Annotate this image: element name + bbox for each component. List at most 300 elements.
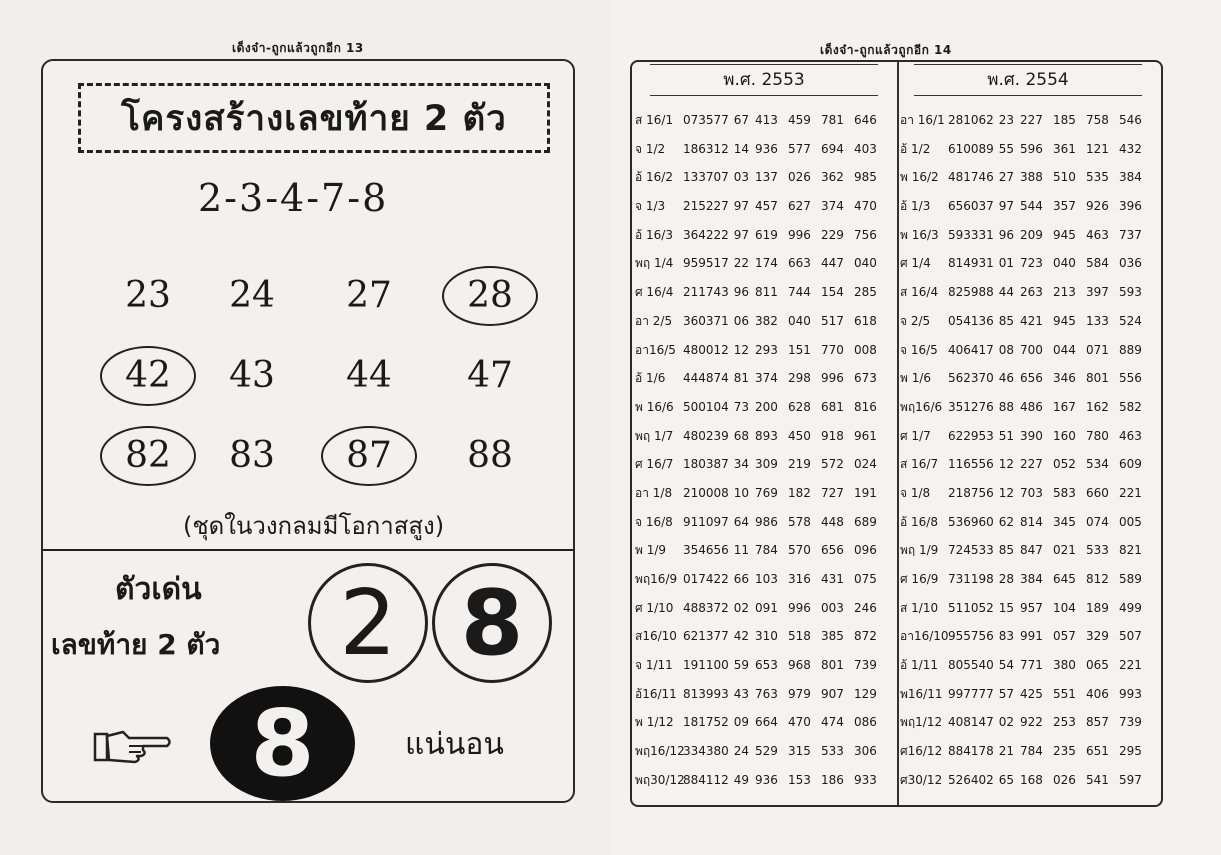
draw-number: 361 xyxy=(1053,141,1076,156)
draw-number: 017422 xyxy=(683,572,729,586)
draw-number: 281062 xyxy=(948,113,994,127)
draw-number: 889 xyxy=(1119,342,1142,357)
draw-number: 589 xyxy=(1119,572,1142,586)
draw-number: 816 xyxy=(854,399,877,414)
draw-number: 813993 xyxy=(683,686,729,701)
draw-date: ส16/10 xyxy=(635,629,677,644)
draw-number: 229 xyxy=(821,227,844,242)
right-page xyxy=(610,0,1221,855)
table-row xyxy=(635,249,897,278)
draw-number: 154 xyxy=(821,285,844,300)
draw-number: 44 xyxy=(998,285,1014,300)
table-row xyxy=(635,450,897,479)
draw-number: 936 xyxy=(755,772,778,787)
draw-date: พ 1/9 xyxy=(635,543,667,558)
draw-number: 447 xyxy=(821,256,844,271)
number-cell: 82 xyxy=(100,426,196,486)
draw-number: 211743 xyxy=(683,285,729,300)
year-header-2553: พ.ศ. 2553 xyxy=(650,64,878,96)
draw-number: 186 xyxy=(821,772,844,787)
table-row xyxy=(635,508,897,537)
draw-date: อ้ 1/3 xyxy=(900,199,931,214)
draw-number: 21 xyxy=(998,744,1014,759)
draw-date: พฤ 1/7 xyxy=(635,428,674,443)
draw-number: 463 xyxy=(1119,428,1142,443)
table-row xyxy=(635,106,897,135)
sure-label: แน่นอน xyxy=(405,727,504,762)
draw-number: 583 xyxy=(1053,485,1076,500)
table-row xyxy=(635,651,897,680)
draw-number: 524 xyxy=(1119,313,1142,328)
number-cell: 87 xyxy=(321,426,417,486)
results-table xyxy=(630,60,1163,807)
right-page-header: เด็งจ๋า-ถูกแล้วถูกอีก 14 xyxy=(820,43,952,57)
draw-number: 51 xyxy=(998,428,1014,443)
draw-number: 210008 xyxy=(683,485,729,500)
left-page-header: เด็งจ๋า-ถูกแล้วถูกอีก 13 xyxy=(232,41,364,55)
draw-date: พฤ30/12 xyxy=(635,772,685,787)
draw-number: 15 xyxy=(998,600,1014,615)
draw-number: 364222 xyxy=(683,227,729,242)
rows-2554 xyxy=(900,106,1162,795)
draw-number: 486 xyxy=(1020,399,1043,414)
draw-number: 474 xyxy=(821,715,844,730)
draw-date: อา 16/1 xyxy=(900,113,945,127)
draw-number: 656 xyxy=(821,543,844,558)
draw-number: 151 xyxy=(788,342,811,357)
draw-number: 961 xyxy=(854,428,877,443)
draw-number: 003 xyxy=(821,600,844,615)
draw-number: 306 xyxy=(854,744,877,759)
draw-number: 129 xyxy=(854,686,877,701)
year-header-2554: พ.ศ. 2554 xyxy=(914,64,1142,96)
draw-number: 026 xyxy=(1053,772,1076,787)
draw-number: 213 xyxy=(1053,285,1076,300)
draw-number: 562370 xyxy=(948,371,994,386)
draw-number: 681 xyxy=(821,399,844,414)
draw-number: 005 xyxy=(1119,514,1142,529)
draw-number: 27 xyxy=(998,170,1014,185)
draw-date: ส 16/1 xyxy=(635,113,674,127)
draw-number: 814931 xyxy=(948,256,994,271)
draw-number: 02 xyxy=(998,715,1014,730)
draw-date: พฤ 1/4 xyxy=(635,256,674,271)
draw-number: 191 xyxy=(854,485,877,500)
draw-number: 298 xyxy=(788,371,811,386)
draw-number: 610089 xyxy=(948,141,994,156)
draw-number: 656 xyxy=(1020,371,1043,386)
draw-number: 814 xyxy=(1020,514,1043,529)
draw-date: ศ16/12 xyxy=(900,744,943,759)
draw-number: 346 xyxy=(1053,371,1076,386)
draw-date: ศ30/12 xyxy=(900,772,943,787)
number-cell: 44 xyxy=(346,355,392,396)
draw-date: ส 16/7 xyxy=(900,457,939,472)
table-row xyxy=(900,594,1162,623)
draw-date: พฤ16/6 xyxy=(900,399,943,414)
table-row xyxy=(635,307,897,336)
draw-number: 186312 xyxy=(683,141,729,156)
draw-number: 593 xyxy=(1119,285,1142,300)
draw-number: 884178 xyxy=(948,744,994,759)
table-row xyxy=(635,565,897,594)
draw-number: 996 xyxy=(788,600,811,615)
draw-date: ศ 16/7 xyxy=(635,457,674,472)
draw-number: 116556 xyxy=(948,457,994,472)
table-row xyxy=(635,737,897,766)
number-cell: 28 xyxy=(442,266,538,326)
draw-date: พฤ16/9 xyxy=(635,572,678,586)
draw-number: 811 xyxy=(755,285,778,300)
draw-number: 444874 xyxy=(683,371,729,386)
table-row xyxy=(900,450,1162,479)
draw-number: 857 xyxy=(1086,715,1109,730)
draw-date: จ 1/3 xyxy=(635,199,666,214)
draw-date: จ 16/5 xyxy=(900,342,938,357)
draw-number: 996 xyxy=(788,227,811,242)
draw-number: 054136 xyxy=(948,313,994,328)
draw-number: 384 xyxy=(1020,572,1043,586)
draw-number: 62 xyxy=(998,514,1014,529)
draw-number: 162 xyxy=(1086,399,1109,414)
table-row xyxy=(635,163,897,192)
draw-date: พ 1/12 xyxy=(635,715,674,730)
draw-date: จ 2/5 xyxy=(900,313,931,328)
draw-number: 577 xyxy=(788,141,811,156)
draw-number: 432 xyxy=(1119,141,1142,156)
draw-date: ศ 16/9 xyxy=(900,572,939,586)
draw-date: พ 1/6 xyxy=(900,371,932,386)
draw-number: 517 xyxy=(821,313,844,328)
draw-number: 723 xyxy=(1020,256,1043,271)
draw-date: อ้ 16/2 xyxy=(635,170,673,185)
draw-number: 200 xyxy=(755,399,778,414)
draw-number: 518 xyxy=(788,629,811,644)
draw-number: 533 xyxy=(821,744,844,759)
draw-number: 83 xyxy=(998,629,1014,644)
draw-number: 609 xyxy=(1119,457,1142,472)
draw-number: 43 xyxy=(733,686,749,701)
draw-number: 021 xyxy=(1053,543,1076,558)
draw-number: 96 xyxy=(998,227,1014,242)
draw-date: พ 16/6 xyxy=(635,399,674,414)
table-row xyxy=(900,622,1162,651)
draw-number: 572 xyxy=(821,457,844,472)
draw-number: 459 xyxy=(788,113,811,127)
table-row xyxy=(635,680,897,709)
draw-number: 450 xyxy=(788,428,811,443)
draw-number: 153 xyxy=(788,772,811,787)
draw-number: 59 xyxy=(733,658,749,673)
draw-number: 593331 xyxy=(948,227,994,242)
draw-date: จ 1/11 xyxy=(635,658,673,673)
draw-number: 227 xyxy=(1020,113,1043,127)
draw-number: 847 xyxy=(1020,543,1043,558)
draw-number: 993 xyxy=(1119,686,1142,701)
draw-number: 14 xyxy=(733,141,749,156)
draw-number: 65 xyxy=(998,772,1014,787)
draw-number: 065 xyxy=(1086,658,1109,673)
table-row xyxy=(900,135,1162,164)
draw-number: 911097 xyxy=(683,514,729,529)
draw-number: 219 xyxy=(788,457,811,472)
table-row xyxy=(900,651,1162,680)
draw-number: 507 xyxy=(1119,629,1142,644)
draw-number: 431 xyxy=(821,572,844,586)
draw-number: 645 xyxy=(1053,572,1076,586)
draw-number: 480239 xyxy=(683,428,729,443)
draw-number: 334380 xyxy=(683,744,729,759)
table-row xyxy=(635,278,897,307)
table-row xyxy=(900,336,1162,365)
draw-number: 121 xyxy=(1086,141,1109,156)
draw-number: 535 xyxy=(1086,170,1109,185)
draw-number: 49 xyxy=(733,772,749,787)
draw-number: 500104 xyxy=(683,399,729,414)
draw-number: 936 xyxy=(755,141,778,156)
draw-number: 646 xyxy=(854,113,877,127)
draw-number: 534 xyxy=(1086,457,1109,472)
draw-number: 091 xyxy=(755,600,778,615)
draw-number: 185 xyxy=(1053,113,1076,127)
draw-number: 97 xyxy=(733,199,749,214)
draw-number: 42 xyxy=(733,629,749,644)
draw-number: 06 xyxy=(733,313,749,328)
draw-number: 374 xyxy=(755,371,778,386)
draw-number: 536960 xyxy=(948,514,994,529)
draw-number: 968 xyxy=(788,658,811,673)
draw-number: 10 xyxy=(733,485,749,500)
table-row xyxy=(900,680,1162,709)
draw-number: 784 xyxy=(755,543,778,558)
table-row xyxy=(900,422,1162,451)
draw-date: อา 1/8 xyxy=(635,485,673,500)
draw-date: พ 16/2 xyxy=(900,170,939,185)
draw-number: 22 xyxy=(733,256,749,271)
number-cell: 42 xyxy=(100,346,196,406)
draw-number: 656037 xyxy=(948,199,994,214)
draw-number: 403 xyxy=(854,141,877,156)
draw-number: 979 xyxy=(788,686,811,701)
draw-number: 09 xyxy=(733,715,749,730)
draw-number: 03 xyxy=(733,170,749,185)
draw-date: ศ 1/4 xyxy=(900,256,931,271)
draw-number: 08 xyxy=(998,342,1014,357)
draw-number: 406 xyxy=(1086,686,1109,701)
draw-number: 991 xyxy=(1020,629,1043,644)
draw-number: 622953 xyxy=(948,428,994,443)
draw-number: 67 xyxy=(733,113,749,127)
draw-number: 374 xyxy=(821,199,844,214)
draw-number: 54 xyxy=(998,658,1014,673)
draw-number: 380 xyxy=(1053,658,1076,673)
draw-date: ส 16/4 xyxy=(900,285,939,300)
draw-number: 739 xyxy=(854,658,877,673)
draw-date: พฤ 1/9 xyxy=(900,543,939,558)
draw-date: อา 2/5 xyxy=(635,313,673,328)
rows-2553 xyxy=(635,106,897,795)
featured-digit-a: 2 xyxy=(308,563,428,683)
draw-number: 582 xyxy=(1119,399,1142,414)
draw-number: 406417 xyxy=(948,342,994,357)
draw-number: 480012 xyxy=(683,342,729,357)
table-row xyxy=(635,422,897,451)
draw-number: 621377 xyxy=(683,629,729,644)
draw-number: 329 xyxy=(1086,629,1109,644)
table-row xyxy=(900,106,1162,135)
draw-number: 694 xyxy=(821,141,844,156)
table-row xyxy=(900,249,1162,278)
draw-number: 618 xyxy=(854,313,877,328)
draw-date: ศ 1/10 xyxy=(635,600,674,615)
draw-number: 168 xyxy=(1020,772,1043,787)
draw-number: 872 xyxy=(854,629,877,644)
table-row xyxy=(635,479,897,508)
draw-date: อา16/5 xyxy=(635,342,676,357)
table-row xyxy=(635,364,897,393)
draw-number: 511052 xyxy=(948,600,994,615)
draw-number: 040 xyxy=(788,313,811,328)
draw-number: 55 xyxy=(998,141,1014,156)
draw-number: 801 xyxy=(1086,371,1109,386)
number-cell: 88 xyxy=(467,435,513,476)
draw-number: 945 xyxy=(1053,313,1076,328)
table-row xyxy=(635,622,897,651)
draw-number: 529 xyxy=(755,744,778,759)
number-cell: 23 xyxy=(125,275,171,316)
draw-number: 073577 xyxy=(683,113,729,127)
draw-date: พฤ16/12 xyxy=(635,744,685,759)
draw-number: 354656 xyxy=(683,543,729,558)
draw-number: 945 xyxy=(1053,227,1076,242)
draw-number: 893 xyxy=(755,428,778,443)
draw-number: 026 xyxy=(788,170,811,185)
table-row xyxy=(900,393,1162,422)
table-row xyxy=(900,307,1162,336)
table-row xyxy=(900,708,1162,737)
draw-number: 85 xyxy=(998,543,1014,558)
draw-number: 68 xyxy=(733,428,749,443)
draw-number: 02 xyxy=(733,600,749,615)
draw-number: 167 xyxy=(1053,399,1076,414)
draw-number: 771 xyxy=(1020,658,1043,673)
draw-date: ศ 16/4 xyxy=(635,285,674,300)
draw-number: 209 xyxy=(1020,227,1043,242)
sure-digit: 8 xyxy=(210,686,355,801)
table-row xyxy=(635,708,897,737)
draw-date: อ้ 16/8 xyxy=(900,514,938,529)
draw-number: 227 xyxy=(1020,457,1043,472)
table-row xyxy=(900,766,1162,795)
draw-number: 689 xyxy=(854,514,877,529)
draw-number: 133707 xyxy=(683,170,729,185)
draw-number: 780 xyxy=(1086,428,1109,443)
draw-number: 463 xyxy=(1086,227,1109,242)
table-row xyxy=(900,278,1162,307)
draw-number: 784 xyxy=(1020,744,1043,759)
draw-number: 235 xyxy=(1053,744,1076,759)
draw-number: 933 xyxy=(854,772,877,787)
draw-number: 285 xyxy=(854,285,877,300)
structure-title: โครงสร้างเลขท้าย 2 ตัว xyxy=(78,83,550,153)
left-page xyxy=(0,0,610,855)
featured-digit-b: 8 xyxy=(432,563,552,683)
draw-number: 628 xyxy=(788,399,811,414)
draw-number: 351276 xyxy=(948,399,994,414)
draw-number: 700 xyxy=(1020,342,1043,357)
featured-sub-label: เลขท้าย 2 ตัว xyxy=(51,628,221,661)
draw-number: 97 xyxy=(998,199,1014,214)
draw-number: 12 xyxy=(998,457,1014,472)
draw-number: 801 xyxy=(821,658,844,673)
number-cell: 43 xyxy=(229,355,275,396)
draw-number: 727 xyxy=(821,485,844,500)
draw-number: 805540 xyxy=(948,658,994,673)
draw-number: 769 xyxy=(755,485,778,500)
table-row xyxy=(900,192,1162,221)
draw-number: 174 xyxy=(755,256,778,271)
draw-number: 390 xyxy=(1020,428,1043,443)
draw-number: 544 xyxy=(1020,199,1043,214)
draw-number: 653 xyxy=(755,658,778,673)
table-row xyxy=(900,163,1162,192)
draw-number: 221 xyxy=(1119,485,1142,500)
draw-number: 812 xyxy=(1086,572,1109,586)
draw-number: 737 xyxy=(1119,227,1142,242)
table-row xyxy=(900,479,1162,508)
draw-number: 309 xyxy=(755,457,778,472)
draw-number: 997777 xyxy=(948,686,994,701)
draw-date: ส 1/10 xyxy=(900,600,939,615)
draw-number: 627 xyxy=(788,199,811,214)
draw-number: 12 xyxy=(733,342,749,357)
table-row xyxy=(635,766,897,795)
draw-number: 996 xyxy=(821,371,844,386)
draw-number: 218756 xyxy=(948,485,994,500)
table-row xyxy=(635,536,897,565)
draw-date: พ16/11 xyxy=(900,686,943,701)
draw-number: 024 xyxy=(854,457,877,472)
number-cell: 83 xyxy=(229,435,275,476)
draw-number: 88 xyxy=(998,399,1014,414)
draw-number: 189 xyxy=(1086,600,1109,615)
table-row xyxy=(635,192,897,221)
draw-number: 086 xyxy=(854,715,877,730)
column-divider xyxy=(897,62,899,805)
draw-number: 541 xyxy=(1086,772,1109,787)
draw-number: 246 xyxy=(854,600,877,615)
draw-number: 396 xyxy=(1119,199,1142,214)
draw-number: 488372 xyxy=(683,600,729,615)
draw-number: 071 xyxy=(1086,342,1109,357)
circled-note: (ชุดในวงกลมมีโอกาสสูง) xyxy=(183,512,445,540)
featured-label: ตัวเด่น xyxy=(115,572,202,607)
draw-number: 24 xyxy=(733,744,749,759)
draw-number: 11 xyxy=(733,543,749,558)
draw-number: 986 xyxy=(755,514,778,529)
draw-number: 295 xyxy=(1119,744,1142,759)
draw-number: 384 xyxy=(1119,170,1142,185)
draw-number: 388 xyxy=(1020,170,1043,185)
draw-number: 673 xyxy=(854,371,877,386)
draw-date: พ 16/3 xyxy=(900,227,939,242)
draw-number: 551 xyxy=(1053,686,1076,701)
draw-number: 597 xyxy=(1119,772,1142,787)
draw-number: 758 xyxy=(1086,113,1109,127)
draw-number: 23 xyxy=(998,113,1014,127)
draw-number: 57 xyxy=(998,686,1014,701)
draw-number: 596 xyxy=(1020,141,1043,156)
